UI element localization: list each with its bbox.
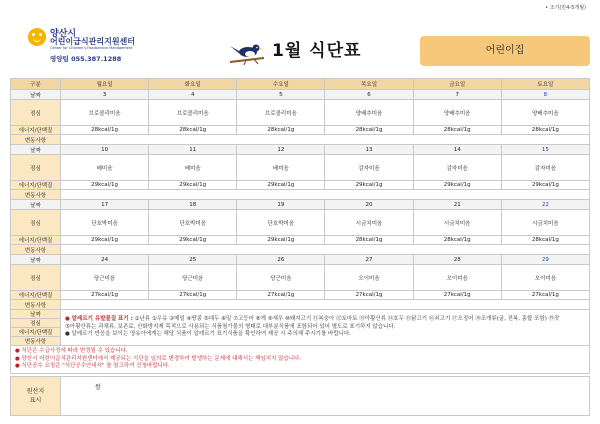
org-english-name: Center for Children's Foodservice Management [50,46,133,50]
header [10,16,590,72]
date-cell: 27 [325,255,413,265]
menu-cell: 브로콜리미음 [237,100,325,126]
changes-cell [61,135,590,145]
energy-cell: 29kcal/1g [61,181,149,190]
row-label-changes: 변동사항 [11,337,61,346]
day-header: 화요일 [149,79,237,90]
day-header: 월요일 [61,79,149,90]
menu-table [10,78,590,374]
energy-cell: 28kcal/1g [325,236,413,245]
energy-cell: 27kcal/1g [413,291,501,300]
menu-cell: 양배추미음 [325,100,413,126]
row-label-energy: 에너지/단백질 [11,291,61,300]
age-group-badge: 어린이집 [420,36,590,66]
menu-cell: 시금치미음 [501,210,589,236]
menu-cell: 당근미음 [149,265,237,291]
menu-cell: 감자미음 [413,155,501,181]
allergy-title: ● 알레르기 유발물질 표기 : [65,316,133,323]
date-cell: 13 [325,145,413,155]
date-row [11,90,590,100]
lunch-row [11,210,590,236]
org-city: 양산시 [50,29,77,39]
energy-cell: 28kcal/1g [237,126,325,135]
changes-cell [61,190,590,200]
energy-cell: 27kcal/1g [501,291,589,300]
origin-label-line2: 표시 [29,397,42,404]
energy-cell: 28kcal/1g [413,236,501,245]
date-cell: 6 [325,90,413,100]
lunch-row [11,265,590,291]
row-label-changes: 변동사항 [11,245,61,255]
energy-cell: 28kcal/1g [325,126,413,135]
row-label-lunch: 점심 [11,210,61,236]
menu-cell: 당근미음 [61,265,149,291]
menu-cell: 브로콜리미음 [149,100,237,126]
energy-cell: 28kcal/1g [501,236,589,245]
page-title: 1월 식단표 [272,41,362,61]
note-line: ● 알레르기 반응을 보이는 영유아에게는 해당 식품이 알레르기 표기식품을 확인하여 제공 시 주의해 주시기를 바랍니다. [65,331,352,338]
row-label-energy: 에너지/단백질 [11,236,61,245]
day-header: 금요일 [413,79,501,90]
date-cell: 10 [61,145,149,155]
note-line: ● 양산시 어린이급식관리지원센터에서 제공되는 식단을 임의로 변경하여 발생하는 문제에 대해서는 책임지지 않습니다. [15,355,302,362]
row-label-changes: 변동사항 [11,190,61,200]
date-cell-saturday: 8 [501,90,589,100]
energy-row [11,291,590,300]
date-cell-saturday: 22 [501,200,589,210]
row-label-energy: 에너지/단백질 [11,181,61,190]
origin-label-line1: 원산지 [26,388,45,395]
menu-cell: 시금치미음 [413,210,501,236]
footer-notes-cell [11,346,590,374]
row-label-changes: 변동사항 [11,300,61,310]
row-label-lunch: 점심 [11,319,61,328]
energy-cell: 29kcal/1g [413,181,501,190]
row-label-date: 날짜 [11,90,61,100]
date-row [11,145,590,155]
changes-row [11,190,590,200]
allergy-list: ①난류 ②우유 ③메밀 ④땅콩 ⑤대두 ⑥밀 ⑦고등어 ⑧게 ⑨새우 ⑩돼지고기 ⑪복숭아 ⑫토마토 ⑬아황산류 ⑭호두 ⑮닭고기 ⑯쇠고기 ⑰오징어 ⑱조개류(굴, 전복, 홍합 포함) ⑲잣 [134,316,560,323]
smiley-logo-icon [28,28,46,46]
note-line: ● 식단은 수급사정에 따라 변경될 수 있습니다. [15,348,128,354]
date-cell: 20 [325,200,413,210]
date-cell: 3 [61,90,149,100]
row-label-date: 날짜 [11,145,61,155]
notes-row [11,310,590,319]
origin-label [11,377,61,415]
energy-cell: 28kcal/1g [413,126,501,135]
row-label-lunch: 점심 [11,155,61,181]
menu-cell: 감자미음 [325,155,413,181]
row-label-date: 날짜 [11,200,61,210]
date-cell: 28 [413,255,501,265]
origin-text: 쌀 [95,384,101,391]
energy-cell: 29kcal/1g [61,236,149,245]
row-label-date: 날짜 [11,255,61,265]
menu-cell: 시금치미음 [325,210,413,236]
date-cell: 11 [149,145,237,155]
energy-cell: 29kcal/1g [149,236,237,245]
changes-row [11,135,590,145]
changes-cell [61,245,590,255]
energy-cell: 29kcal/1g [237,181,325,190]
menu-cell: 양배추미음 [413,100,501,126]
menu-cell: 단호박미음 [61,210,149,236]
energy-cell: 29kcal/1g [237,236,325,245]
energy-cell: 27kcal/1g [237,291,325,300]
menu-cell: 당근미음 [237,265,325,291]
row-label-energy: 에너지/단백질 [11,328,61,337]
energy-cell: 29kcal/1g [325,181,413,190]
day-header: 목요일 [325,79,413,90]
energy-cell: 28kcal/1g [149,126,237,135]
date-cell: 18 [149,200,237,210]
date-row [11,200,590,210]
corner-label: 구분 [11,79,61,90]
date-cell: 5 [237,90,325,100]
menu-cell: 오이미음 [501,265,589,291]
menu-cell: 배미음 [149,155,237,181]
date-cell: 25 [149,255,237,265]
date-cell: 24 [61,255,149,265]
table-header-row [11,79,590,90]
menu-cell: 배미음 [61,155,149,181]
day-header: 수요일 [237,79,325,90]
energy-cell: 28kcal/1g [501,126,589,135]
energy-cell: 29kcal/1g [149,181,237,190]
allergy-note [65,316,585,324]
date-cell-saturday: 29 [501,255,589,265]
menu-cell: 감자미음 [501,155,589,181]
energy-cell: 29kcal/1g [501,181,589,190]
date-cell: 17 [61,200,149,210]
date-cell: 14 [413,145,501,155]
energy-row [11,236,590,245]
lunch-row [11,100,590,126]
menu-cell: 양배추미음 [501,100,589,126]
menu-cell: 단호박미음 [149,210,237,236]
energy-cell: 28kcal/1g [61,126,149,135]
date-cell: 4 [149,90,237,100]
date-row [11,255,590,265]
row-label-lunch: 점심 [11,100,61,126]
changes-row [11,300,590,310]
lunch-row [11,155,590,181]
date-cell-saturday: 15 [501,145,589,155]
note-line: ⑤아황산류는 과채류, 보존료, 산화방지제 목적으로 사용되는 식품첨가물의 형태로 대부분식품에 포함되어 있어 별도로 표기하지 않습니다. [65,323,396,330]
footer-notes-row [11,346,590,374]
day-header: 토요일 [501,79,589,90]
notes-cell [61,310,590,346]
changes-row [11,245,590,255]
date-cell: 19 [237,200,325,210]
row-label-date: 날짜 [11,310,61,319]
menu-cell: 오이미음 [413,265,501,291]
date-cell: 7 [413,90,501,100]
energy-row [11,126,590,135]
date-cell: 26 [237,255,325,265]
row-label-energy: 에너지/단백질 [11,126,61,135]
date-cell: 12 [237,145,325,155]
top-note: • 조기(만4-5개월) [545,5,586,11]
org-name: 어린이급식관리지원센터 [50,37,136,46]
row-label-changes: 변동사항 [11,135,61,145]
date-cell: 21 [413,200,501,210]
menu-cell: 오이미음 [325,265,413,291]
origin-section [10,376,590,416]
menu-cell: 배미음 [237,155,325,181]
energy-cell: 27kcal/1g [61,291,149,300]
energy-cell: 27kcal/1g [325,291,413,300]
menu-cell: 브로콜리미음 [61,100,149,126]
energy-row [11,181,590,190]
menu-cell: 단호박미음 [237,210,325,236]
note-line: ● 식단공수 요청은 "식단공수안내서" 를 참고하여 신청바랍니다. [15,363,170,369]
bird-on-branch-icon [228,38,266,68]
row-label-lunch: 점심 [11,265,61,291]
energy-cell: 27kcal/1g [149,291,237,300]
org-tel: 영양팀 055.387.1288 [50,55,122,63]
changes-cell [61,300,590,310]
